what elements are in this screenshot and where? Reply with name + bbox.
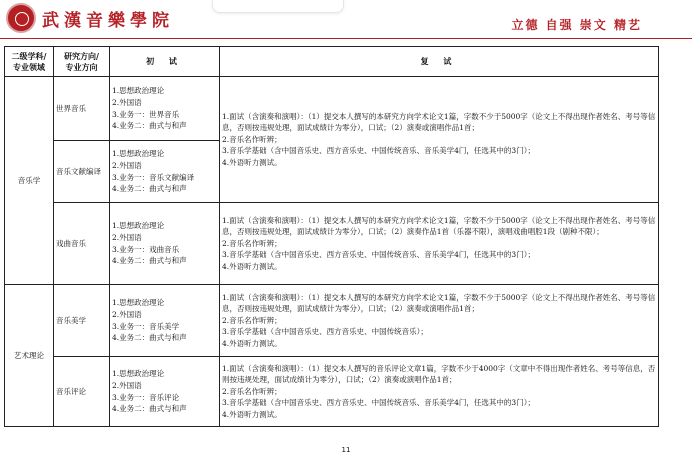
school-logo-icon bbox=[6, 3, 36, 33]
header-direction-line1: 研究方向/ bbox=[64, 51, 99, 61]
second-exam-cell bbox=[220, 77, 659, 203]
list-item: 4.业务二：曲式与和声 bbox=[112, 256, 187, 266]
list-item: 1.思想政治理论 bbox=[112, 86, 165, 96]
header-subject bbox=[5, 47, 54, 77]
list-item: 2.外国语 bbox=[112, 309, 142, 319]
header-divider bbox=[0, 38, 692, 39]
list-item: 2.音乐名作听辨； bbox=[222, 386, 282, 396]
search-box[interactable] bbox=[212, 0, 344, 13]
exam-subjects-table bbox=[4, 46, 659, 427]
list-item: 1.面试（含演奏和演唱）：（1）提交本人撰写的本研究方向学术论文1篇，字数不少于5000字（论文上不得出现作者姓名、考号等信息，否则按违规处理，面试成绩计为零分），口试；（2）演奏或演唱作品1首； bbox=[222, 111, 656, 133]
direction-cell: 音乐美学 bbox=[54, 285, 110, 357]
list-item: 4.外语听力测试。 bbox=[222, 409, 282, 419]
list-item: 3.业务一：音乐美学 bbox=[112, 321, 180, 331]
list-item: 3.音乐学基础（含中国音乐史、西方音乐史、中国传统音乐、音乐美学4门，任选其中的3门）； bbox=[222, 146, 535, 156]
school-name: 武漢音樂學院 bbox=[42, 11, 174, 31]
list-item: 4.业务二：曲式与和声 bbox=[112, 404, 187, 414]
header-second-exam: 复 试 bbox=[220, 47, 659, 77]
list-item: 4.业务二：曲式与和声 bbox=[112, 121, 187, 131]
list-item: 3.音乐学基础（含中国音乐史、西方音乐史、中国传统音乐）； bbox=[222, 327, 428, 337]
table-row bbox=[5, 357, 659, 427]
subject-cell: 音乐学 bbox=[5, 77, 54, 285]
page-number: 11 bbox=[341, 446, 351, 454]
list-item: 1.面试（含演奏和演唱）：（1）提交本人撰写的本研究方向学术论文1篇，字数不少于5000字（论文上不得出现作者姓名、考号等信息，否则按违规处理，面试成绩计为零分），口试；（2）演奏作品1首（乐器不限），演唱戏曲唱腔1段（剧种不限）； bbox=[222, 215, 656, 237]
header-direction-line2: 专业方向 bbox=[65, 61, 98, 72]
second-exam-cell bbox=[220, 285, 659, 357]
list-item: 2.音乐名作听辨； bbox=[222, 134, 282, 144]
first-exam-cell bbox=[110, 141, 220, 203]
table-row bbox=[5, 285, 659, 357]
second-exam-cell bbox=[220, 357, 659, 427]
direction-cell: 音乐文献编译 bbox=[54, 141, 110, 203]
list-item: 2.外国语 bbox=[112, 380, 142, 390]
table-row bbox=[5, 203, 659, 285]
list-item: 4.业务二：曲式与和声 bbox=[112, 184, 187, 194]
list-item: 2.音乐名作听辨； bbox=[222, 315, 282, 325]
list-item: 1.面试（含演奏和演唱）：（1）提交本人撰写的本研究方向学术论文1篇，字数不少于5000字（论文上不得出现作者姓名、考号等信息，否则按违规处理，面试成绩计为零分），口试；（2）演奏或演唱作品1首； bbox=[222, 292, 656, 314]
header-first-exam: 初 试 bbox=[110, 47, 220, 77]
page-header bbox=[0, 0, 692, 38]
list-item: 2.音乐名作听辨； bbox=[222, 238, 282, 248]
list-item: 3.音乐学基础（含中国音乐史、西方音乐史、中国传统音乐、音乐美学4门，任选其中的3门）； bbox=[222, 250, 535, 260]
first-exam-cell bbox=[110, 357, 220, 427]
first-exam-cell bbox=[110, 203, 220, 285]
list-item: 4.外语听力测试。 bbox=[222, 261, 282, 271]
list-item: 3.业务一：音乐评论 bbox=[112, 392, 180, 402]
list-item: 1.思想政治理论 bbox=[112, 369, 165, 379]
list-item: 3.业务一：世界音乐 bbox=[112, 109, 180, 119]
subject-cell: 艺术理论 bbox=[5, 285, 54, 427]
table-row bbox=[5, 77, 659, 141]
direction-cell: 戏曲音乐 bbox=[54, 203, 110, 285]
list-item: 1.思想政治理论 bbox=[112, 298, 165, 308]
list-item: 1.思想政治理论 bbox=[112, 221, 165, 231]
header-subject-line1: 二级学科/ bbox=[11, 51, 47, 61]
table-header-row bbox=[5, 47, 659, 77]
first-exam-cell bbox=[110, 77, 220, 141]
list-item: 2.外国语 bbox=[112, 232, 142, 242]
direction-cell: 音乐评论 bbox=[54, 357, 110, 427]
list-item: 1.面试（含演奏和演唱）：（1）提交本人撰写的音乐评论文章1篇，字数不少于4000字（文章中不得出现作者姓名、考号等信息，否则按违规处理，面试成绩计为零分），口试；（2）演奏或演唱作品1首； bbox=[222, 363, 656, 385]
list-item: 3.音乐学基础（含中国音乐史、西方音乐史、中国传统音乐、音乐美学4门，任选其中的3门）； bbox=[222, 398, 535, 408]
school-motto: 立德 自强 崇文 精艺 bbox=[511, 18, 642, 32]
header-direction bbox=[54, 47, 110, 77]
list-item: 4.业务二：曲式与和声 bbox=[112, 333, 187, 343]
direction-cell: 世界音乐 bbox=[54, 77, 110, 141]
list-item: 3.业务一：音乐文献编译 bbox=[112, 172, 195, 182]
second-exam-cell bbox=[220, 203, 659, 285]
list-item: 2.外国语 bbox=[112, 160, 142, 170]
header-subject-line2: 专业领域 bbox=[13, 61, 45, 72]
first-exam-cell bbox=[110, 285, 220, 357]
list-item: 3.业务一：戏曲音乐 bbox=[112, 244, 180, 254]
list-item: 2.外国语 bbox=[112, 97, 142, 107]
list-item: 1.思想政治理论 bbox=[112, 149, 165, 159]
list-item: 4.外语听力测试。 bbox=[222, 338, 282, 348]
list-item: 4.外语听力测试。 bbox=[222, 157, 282, 167]
